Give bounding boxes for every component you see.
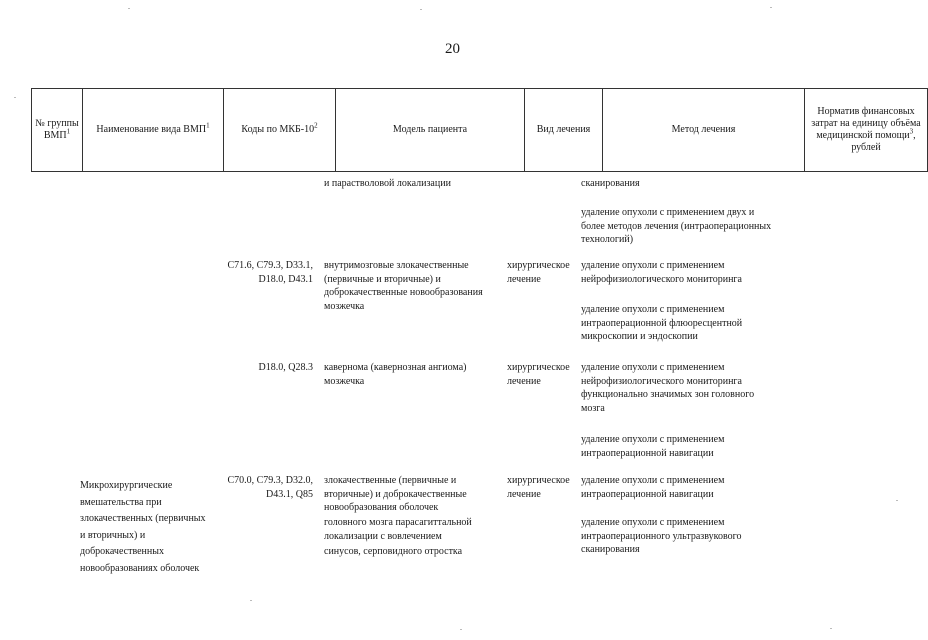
header-treatment-method (603, 89, 805, 172)
scan-speck (128, 8, 130, 9)
header-cost-norm-suffix: , рублей (851, 130, 916, 153)
footnote-1-marker: 1 (206, 121, 210, 130)
header-cost-norm (805, 89, 928, 172)
patient-model-text: злокачественные (первичные и вторичные) и доброкачественные новообразования оболочек (324, 475, 467, 513)
header-treatment-method-text: Метод лечения (671, 124, 736, 135)
treatment-method-text: удаление опухоли с применением интраоперационной навигации (581, 434, 725, 459)
icd-codes-text: C71.6, C79.3, D33.1, D18.0, D43.1 (227, 260, 313, 285)
treatment-method-text: удаление опухоли с применением интраоперационного ультразвукового сканирования (581, 517, 742, 555)
patient-model-text: кавернома (кавернозная ангиома) мозжечка (324, 362, 467, 387)
patient-model-text: внутримозговые злокачественные (первичные и вторичные) и доброкачественные новообразования мозжечка (324, 260, 483, 312)
scan-speck (770, 7, 772, 8)
page-number: 20 (445, 41, 460, 57)
header-group-number (32, 89, 83, 172)
patient-model-text: и парастволовой локализации (324, 178, 451, 189)
treatment-type-text: хирургическое лечение (507, 260, 570, 285)
header-treatment-type (525, 89, 603, 172)
treatment-method-text: удаление опухоли с применением интраоперационной флюоресцентной микроскопии и эндоскопии (581, 304, 743, 342)
header-treatment-type-text: Вид лечения (536, 124, 591, 135)
patient-model-text: синусов, серповидного отростка (324, 546, 463, 557)
header-cost-norm-text: Норматив финансовых затрат на единицу объёма медицинской помощи (811, 106, 921, 141)
footnote-1-marker: 1 (66, 127, 71, 136)
scan-speck (896, 500, 898, 501)
header-icd-codes (224, 89, 336, 172)
patient-model-text: головного мозга парасагиттальной локализации с вовлечением (324, 517, 472, 542)
header-vmp-name (83, 89, 224, 172)
scan-speck (420, 9, 422, 10)
table-header (31, 88, 928, 172)
header-patient-model-text: Модель пациента (392, 124, 468, 135)
scan-speck (830, 628, 832, 629)
scan-speck (250, 600, 252, 601)
treatment-type-text: хирургическое лечение (507, 362, 570, 387)
header-icd-codes-text: Коды по МКБ-10 (241, 124, 315, 135)
treatment-type-text: хирургическое лечение (507, 475, 570, 500)
scan-speck (460, 629, 462, 630)
footnote-2-marker: 2 (314, 121, 318, 130)
header-vmp-name-text: Наименование вида ВМП (96, 124, 207, 135)
treatment-method-text: удаление опухоли с применением двух и более методов лечения (интраоперационных технологий) (581, 207, 772, 245)
vmp-name-text: Микрохирургические вмешательства при злокачественных (первичных и вторичных) и доброкачественных новообразованиях оболочек (80, 480, 206, 574)
treatment-method-text: удаление опухоли с применением нейрофизиологического мониторинга функционально значимых зон головного мозга (581, 362, 755, 414)
scan-speck (14, 97, 16, 98)
header-patient-model (336, 89, 525, 172)
treatment-method-text: удаление опухоли с применением интраоперационной навигации (581, 475, 725, 500)
footnote-3-marker: 3 (909, 127, 914, 136)
icd-codes-text: C70.0, C79.3, D32.0, D43.1, Q85 (227, 475, 313, 500)
treatment-method-text: удаление опухоли с применением нейрофизиологического мониторинга (581, 260, 742, 285)
header-group-number-text: № группы ВМП (35, 118, 79, 141)
treatment-method-text: сканирования (581, 178, 640, 189)
icd-codes-text: D18.0, Q28.3 (258, 362, 313, 373)
